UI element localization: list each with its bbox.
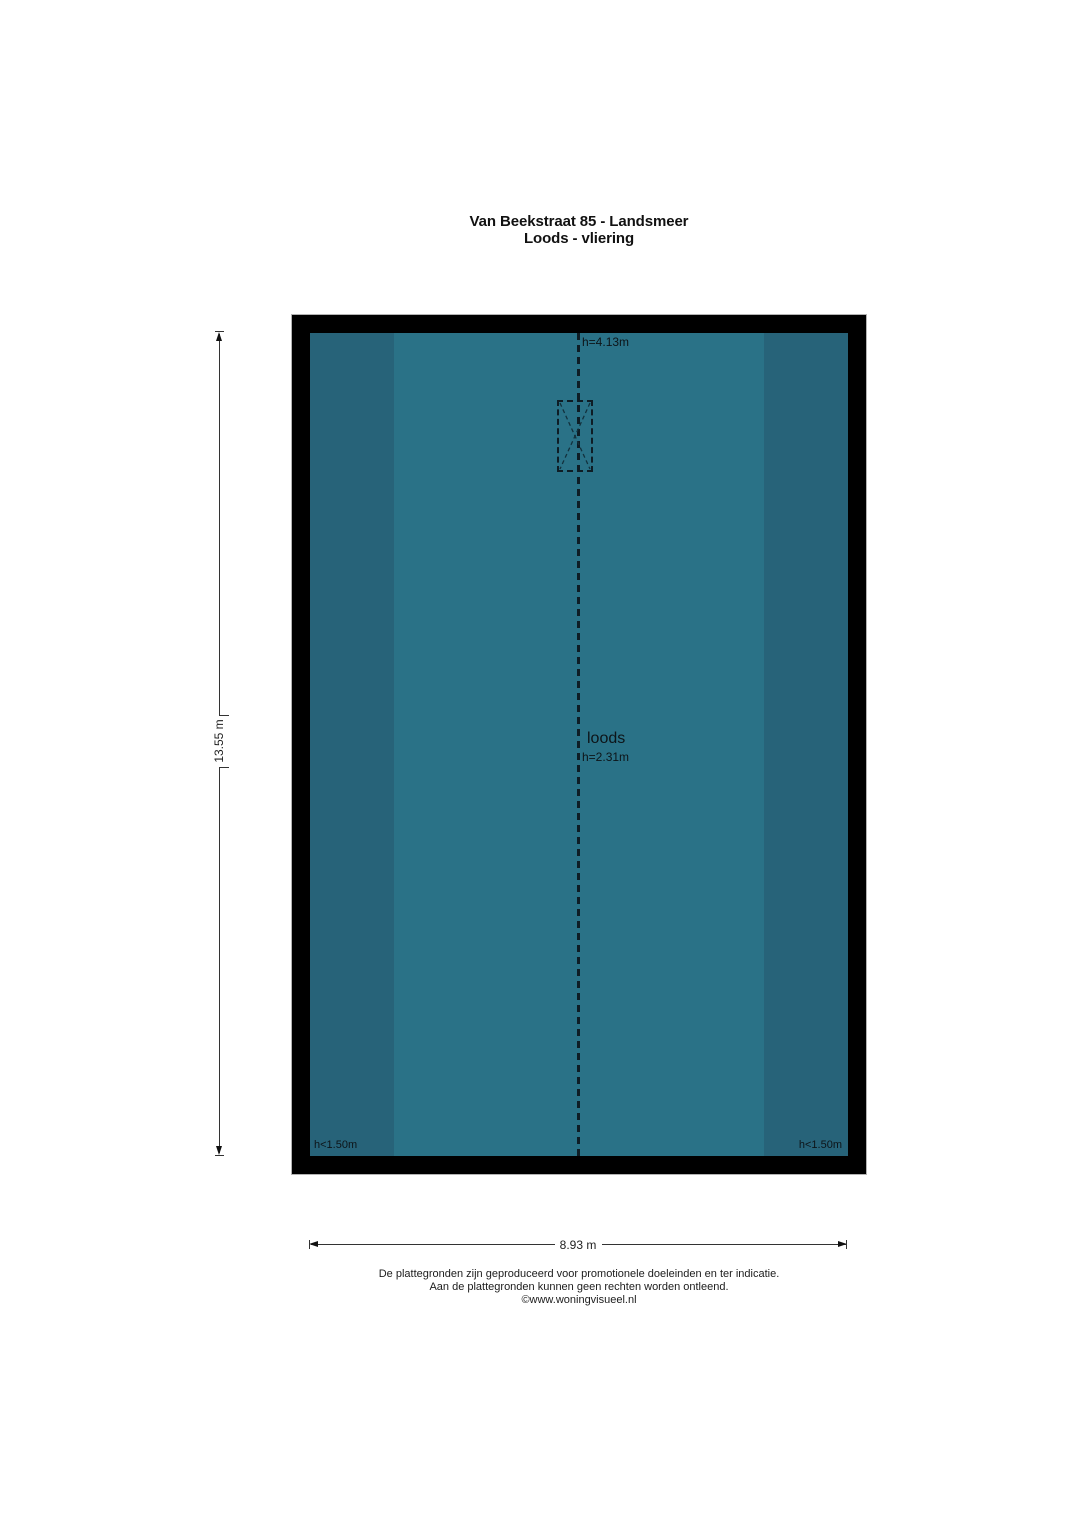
floor-area <box>310 333 848 1156</box>
low-clearance-band-left <box>310 333 394 1156</box>
page-title <box>292 213 866 247</box>
dimension-line <box>311 1244 555 1245</box>
arrow-up-icon <box>216 332 222 341</box>
floorplan <box>292 315 866 1174</box>
arrow-down-icon <box>216 1146 222 1155</box>
title-floor-name: Loods - vliering <box>523 230 635 247</box>
dimension-end-tick <box>215 1155 224 1156</box>
dimension-line <box>219 334 220 715</box>
copyright-line: ©www.woningvisueel.nl <box>521 1293 637 1306</box>
arrow-left-icon <box>309 1241 318 1247</box>
low-height-label-right: h<1.50m <box>798 1139 842 1151</box>
disclaimer-line: De plattegronden zijn geproduceerd voor promotionele doeleinden en ter indicatie. <box>378 1268 780 1280</box>
dimension-end-tick <box>846 1240 847 1249</box>
dimension-end-tick <box>215 331 224 332</box>
loft-hatch <box>557 400 593 472</box>
dimension-end-tick <box>309 1240 310 1249</box>
room-height-label: h=2.31m <box>582 750 630 764</box>
room-label: loods <box>587 730 626 747</box>
dimension-label-width: 8.93 m <box>559 1238 597 1252</box>
title-address: Van Beekstraat 85 - Landsmeer <box>469 213 689 230</box>
low-clearance-band-right <box>764 333 848 1156</box>
hatch-cross-icon <box>559 402 591 470</box>
footer-disclaimer <box>242 1268 916 1306</box>
dimension-gap-tick <box>219 767 229 768</box>
disclaimer-line: Aan de plattegronden kunnen geen rechten worden ontleend. <box>429 1280 729 1293</box>
low-height-label-left: h<1.50m <box>314 1139 358 1151</box>
dimension-label-height: 13.55 m <box>212 719 226 763</box>
dimension-gap-tick <box>219 715 229 716</box>
dimension-line <box>602 1244 846 1245</box>
dimension-line <box>219 768 220 1153</box>
ridge-height-label: h=4.13m <box>582 335 630 349</box>
